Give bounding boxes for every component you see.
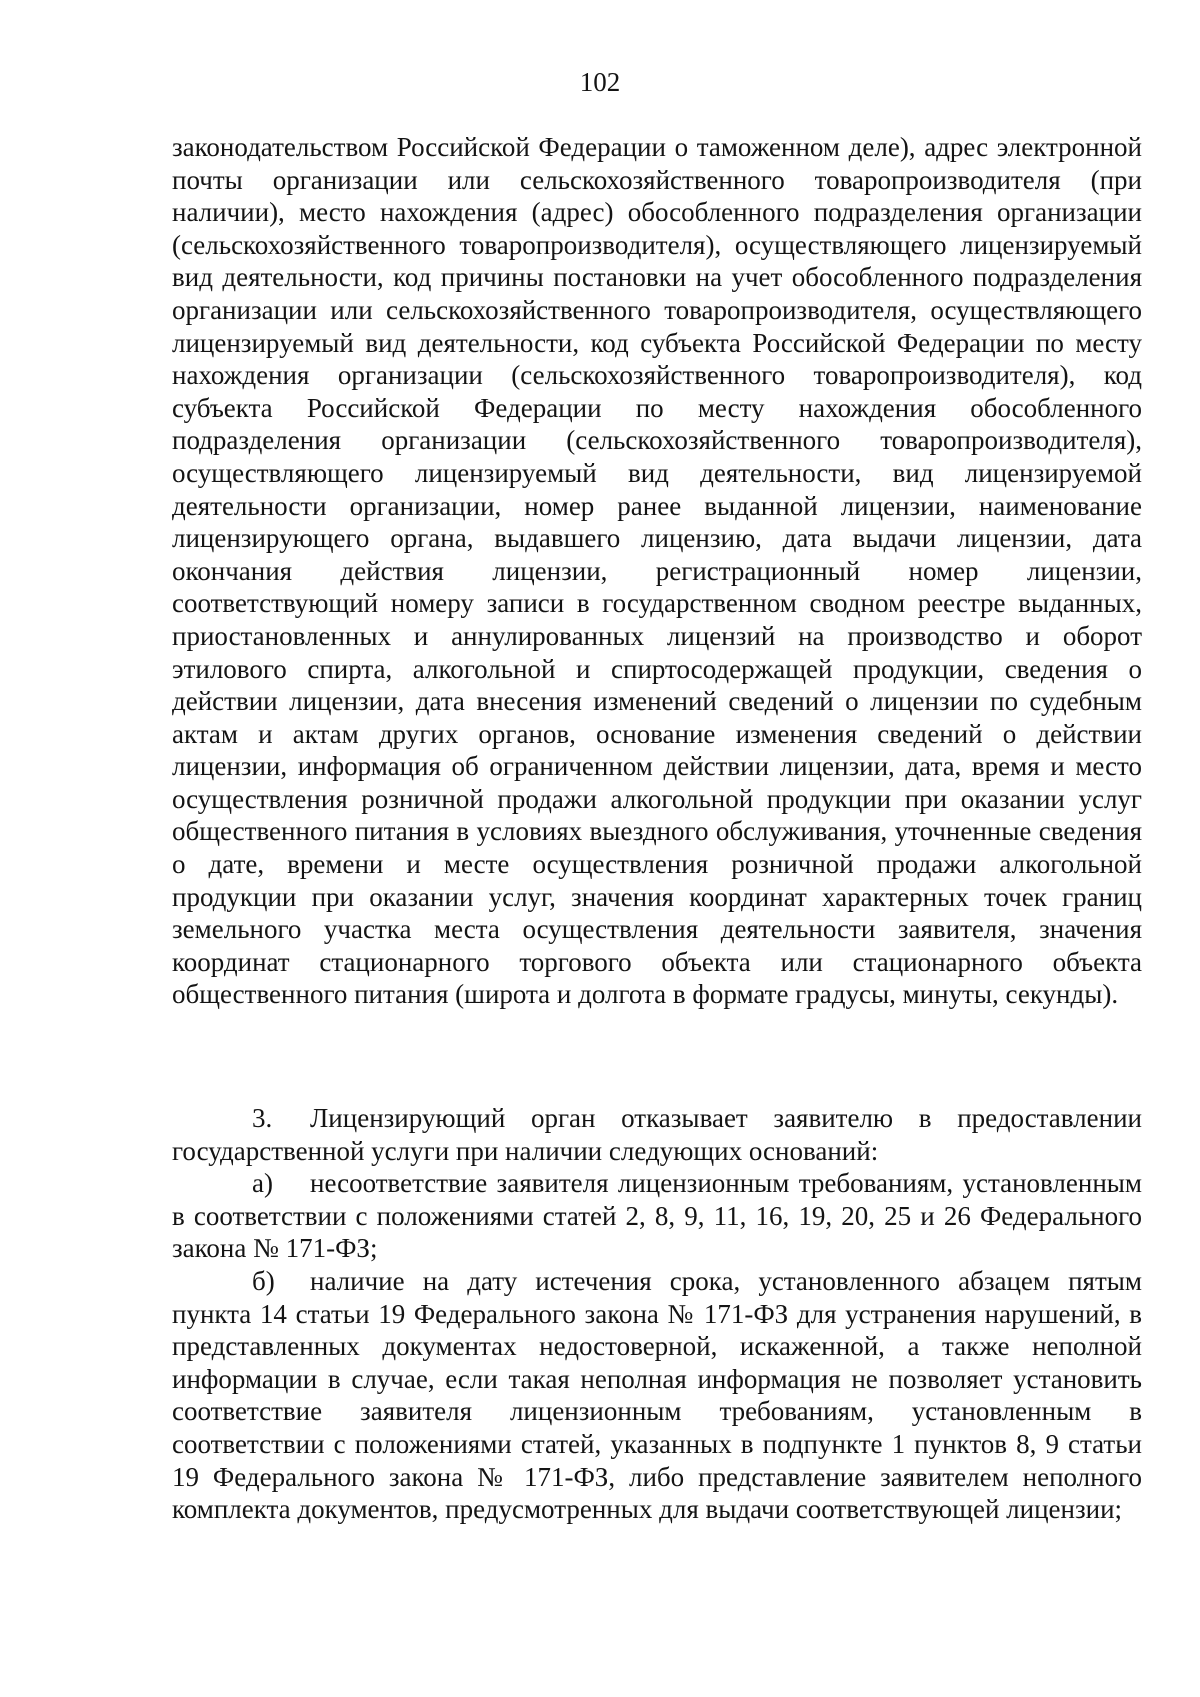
list-item-a-text: несоответствие заявителя лицензионным требованиям, установленным в соответствии с положениями статей 2, 8, 9, 11, 16, 19, 20, 25 и 26 Федерального закона № 171-ФЗ;	[172, 1168, 1142, 1264]
list-item-a-marker: а)	[252, 1168, 273, 1199]
list-item-b	[172, 1265, 1142, 1526]
list-item-b-marker: б)	[252, 1265, 275, 1296]
list-item-b-text: наличие на дату истечения срока, установленного абзацем пятым пункта 14 статьи 19 Федерального закона № 171-ФЗ для устранения нарушений, в представленных документах недостоверной, искаженной, а также неполной информации в случае, если такая неполная информация не позволяет установить соответствие заявителя лицензионным требованиям, установленным в соответствии с положениями статей, указанных в подпункте 1 пунктов 8, 9 статьи 19 Федерального закона № 171-ФЗ, либо представление заявителем неполного комплекта документов, предусмотренных для выдачи соответствующей лицензии;	[172, 1265, 1142, 1525]
section-3-intro	[172, 1102, 1142, 1167]
list-item-a	[172, 1167, 1142, 1265]
section-3	[172, 1102, 1142, 1526]
continuation-paragraph	[172, 131, 1142, 1011]
section-3-intro-text: Лицензирующий орган отказывает заявителю в предоставлении государственной услуги при наличии следующих оснований:	[172, 1103, 1142, 1166]
section-3-number: 3.	[252, 1103, 273, 1133]
page-number: 102	[579, 67, 621, 97]
continuation-text: законодательством Российской Федерации о таможенном деле), адрес электронной почты организации или сельскохозяйственного товаропроизводителя (при наличии), место нахождения (адрес) обособленного подразделения организации (сельскохозяйственного товаропроизводителя), осуществляющего лицензируемый вид деятельности, код причины постановки на учет обособленного подразделения организации или сельскохозяйственного товаропроизводителя, осуществляющего лицензируемый вид деятельности, код субъекта Российской Федерации по месту нахождения организации (сельскохозяйственного товаропроизводителя), код субъекта Российской Федерации по месту нахождения обособленного подразделения организации (сельскохозяйственного товаропроизводителя), осуществляющего лицензируемый вид деятельности, вид лицензируемой деятельности организации, номер ранее выданной лицензии, наименование лицензирующего органа, выдавшего лицензию, дата выдачи лицензии, дата окончания действия лицензии, регистрационный номер лицензии, соответствующий номеру записи в государственном сводном реестре выданных, приостановленных и аннулированных лицензий на производство и оборот этилового спирта, алкогольной и спиртосодержащей продукции, сведения о действии лицензии, дата внесения изменений сведений о лицензии по судебным актам и актам других органов, основание изменения сведений о действии лицензии, информация об ограниченном действии лицензии, дата, время и место осуществления розничной продажи алкогольной продукции при оказании услуг общественного питания в условиях выездного обслуживания, уточненные сведения о дате, времени и месте осуществления розничной продажи алкогольной продукции при оказании услуг, значения координат характерных точек границ земельного участка места осуществления деятельности заявителя, значения координат стационарного торгового объекта или стационарного объекта общественного питания (широта и долгота в формате градусы, минуты, секунды).	[172, 132, 1142, 1010]
